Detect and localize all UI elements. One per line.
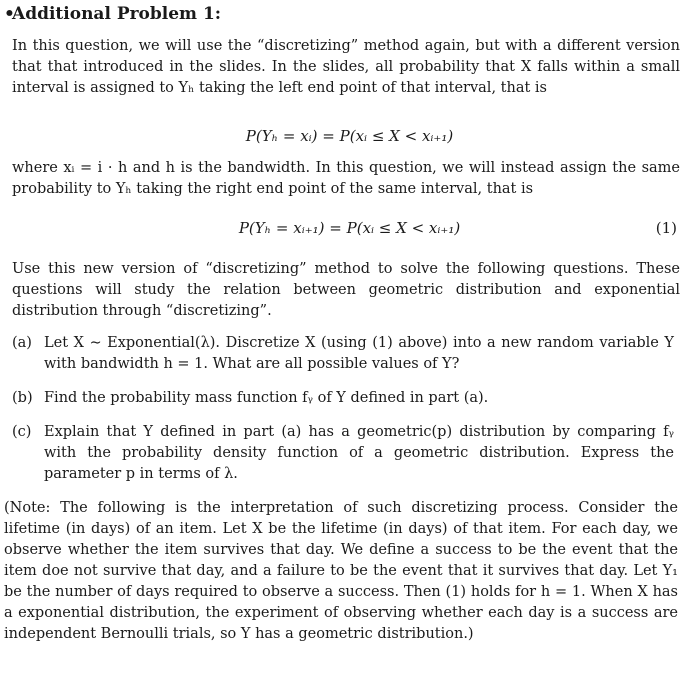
part-b-label: (b) xyxy=(12,390,33,406)
equation-left-endpoint: P(Yₕ = xᵢ) = P(xᵢ ≤ X < xᵢ₊₁) xyxy=(245,127,454,145)
part-c xyxy=(12,422,674,485)
part-a-label: (a) xyxy=(12,335,32,351)
problem-title-text: Additional Problem 1: xyxy=(12,4,222,24)
instructions-paragraph: Use this new version of “discretizing” method to solve the following questions. These questions will study the relation between geometric distribution and exponential distribution through “discretizing”. xyxy=(12,261,680,319)
intro-paragraph: In this question, we will use the “discretizing” method again, but with a different version that that introduced in the slides. In the slides, all probability that X falls within a small interval is assigned to Yₕ taking the left end point of that interval, that is xyxy=(12,38,680,96)
problem-title xyxy=(4,2,221,26)
bullet-icon: • xyxy=(4,4,15,24)
note-paragraph: (Note: The following is the interpretation of such discretizing process. Consider the lifetime (in days) of an item. Let X be the lifetime (in days) of that item. For each day, we observe whether the item survives that day. We define a success to be the event that the item doe not survive that day, and a failure to be the event that it survives that day. Let Y₁ be the number of days required to observe a success. Then (1) holds for h = 1. When X has a exponential distribution, the experiment of observing whether each day is a success are independent Bernoulli trials, so Y has a geometric distribution.) xyxy=(4,500,678,642)
equation-number: (1) xyxy=(655,219,677,237)
part-c-text: Explain that Y defined in part (a) has a geometric(p) distribution by comparing fᵧ with the probability density function of a geometric distribution. Express the parameter p in terms of λ. xyxy=(44,424,674,482)
part-c-label: (c) xyxy=(12,424,32,440)
middle-paragraph: where xᵢ = i · h and h is the bandwidth. In this question, we will instead assign the same probability to Yₕ taking the right end point of the same interval, that is xyxy=(12,160,680,197)
part-b-text: Find the probability mass function fᵧ of Y defined in part (a). xyxy=(44,390,489,406)
part-a xyxy=(12,333,674,375)
part-b xyxy=(12,388,674,409)
part-a-text: Let X ∼ Exponential(λ). Discretize X (using (1) above) into a new random variable Y with bandwidth h = 1. What are all possible values of Y? xyxy=(44,335,674,372)
equation-right-endpoint: P(Yₕ = xᵢ₊₁) = P(xᵢ ≤ X < xᵢ₊₁) xyxy=(238,219,461,237)
